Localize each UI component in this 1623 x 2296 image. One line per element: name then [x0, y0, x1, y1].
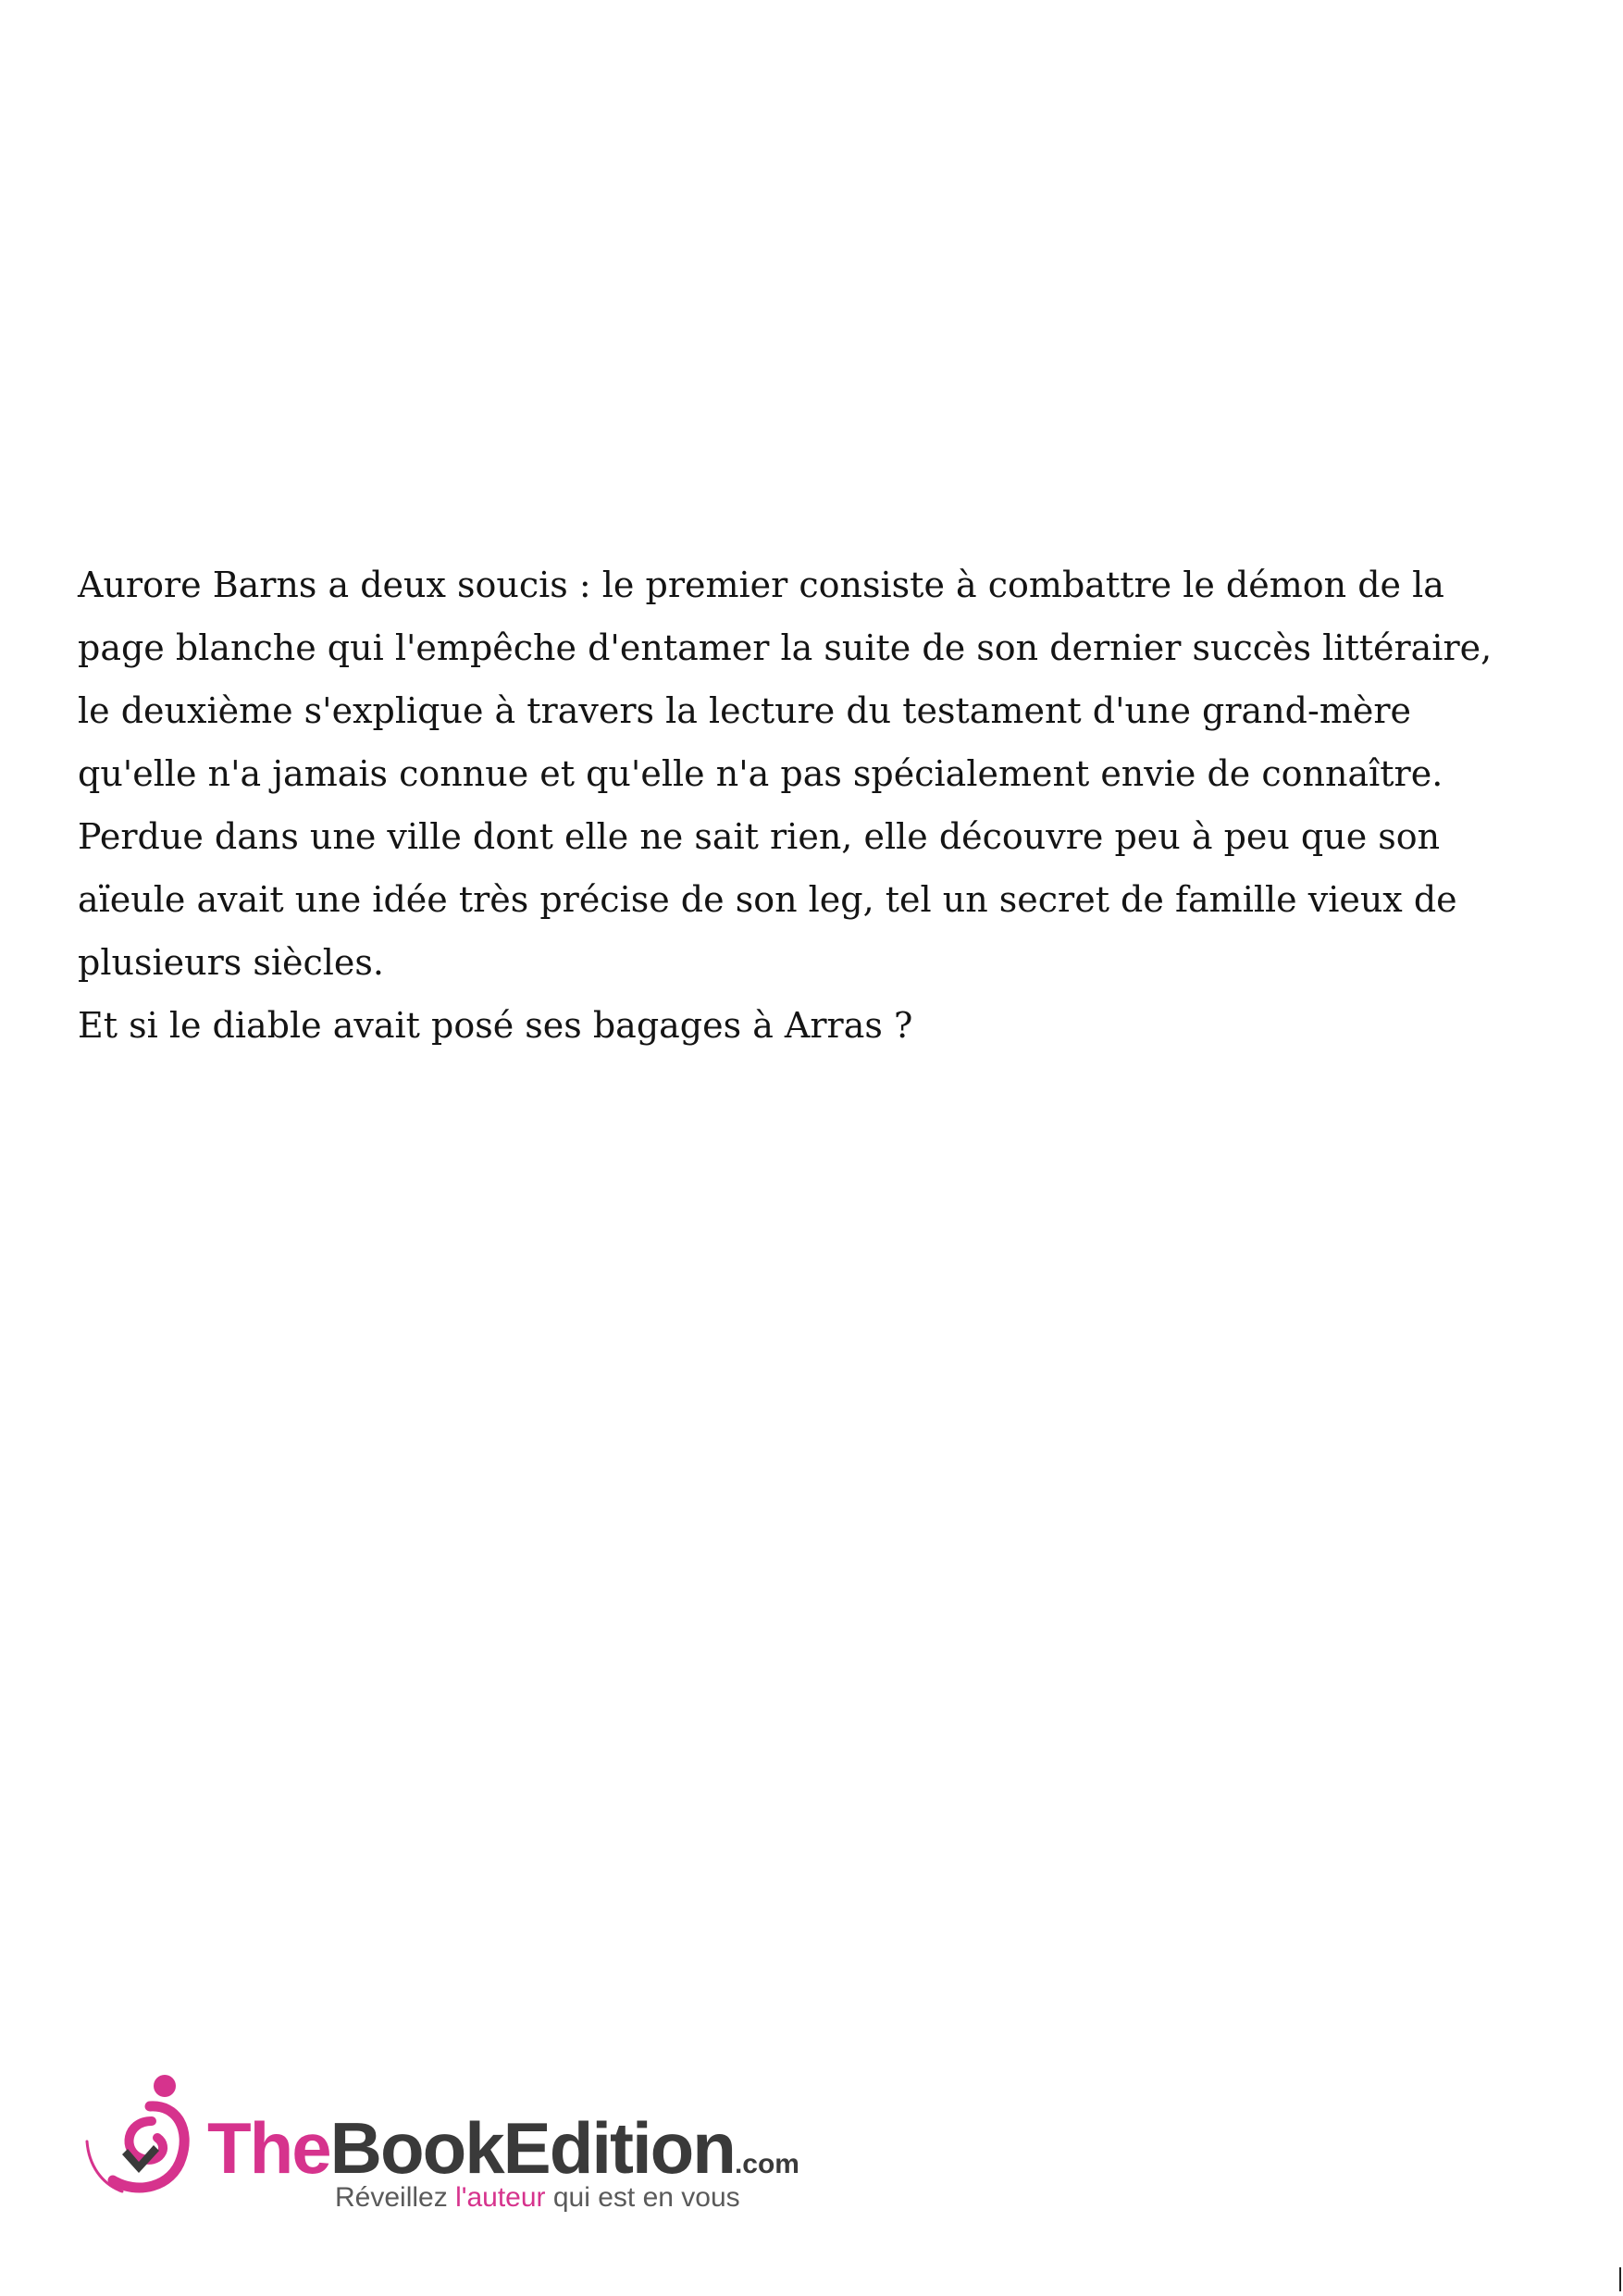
logo-word-the: The: [207, 2107, 330, 2189]
blurb-line: le deuxième s'explique à travers la lecture du testament d'une grand-mère: [78, 690, 1412, 731]
tagline-accent: l'auteur: [455, 2182, 546, 2213]
blurb-line: aïeule avait une idée très précise de son leg, tel un secret de famille vieux de: [78, 879, 1457, 920]
blurb-line: Aurore Barns a deux soucis : le premier consiste à combattre le démon de la: [78, 565, 1444, 605]
blurb-line: plusieurs siècles.: [78, 942, 384, 983]
logo-word-edition: Edition: [502, 2107, 735, 2189]
trim-edge-mark: [1619, 2267, 1621, 2291]
thebookedition-logo: [85, 2073, 825, 2212]
thebookedition-logo-icon: [85, 2073, 196, 2203]
logo-word-book: Book: [329, 2107, 503, 2189]
blurb-line: Et si le diable avait posé ses bagages à Arras ?: [78, 1005, 913, 1046]
blurb-line: page blanche qui l'empêche d'entamer la suite de son dernier succès littéraire,: [78, 627, 1493, 668]
book-blurb: [78, 553, 1493, 1057]
tagline-end: qui est en vous: [545, 2182, 740, 2213]
tagline-start: Réveillez: [335, 2182, 456, 2213]
blurb-line: qu'elle n'a jamais connue et qu'elle n'a pas spécialement envie de connaître.: [78, 753, 1443, 794]
logo-tagline: [335, 2184, 740, 2212]
logo-word-com: .com: [734, 2149, 799, 2179]
blurb-line: Perdue dans une ville dont elle ne sait rien, elle découvre peu à peu que son: [78, 816, 1441, 857]
